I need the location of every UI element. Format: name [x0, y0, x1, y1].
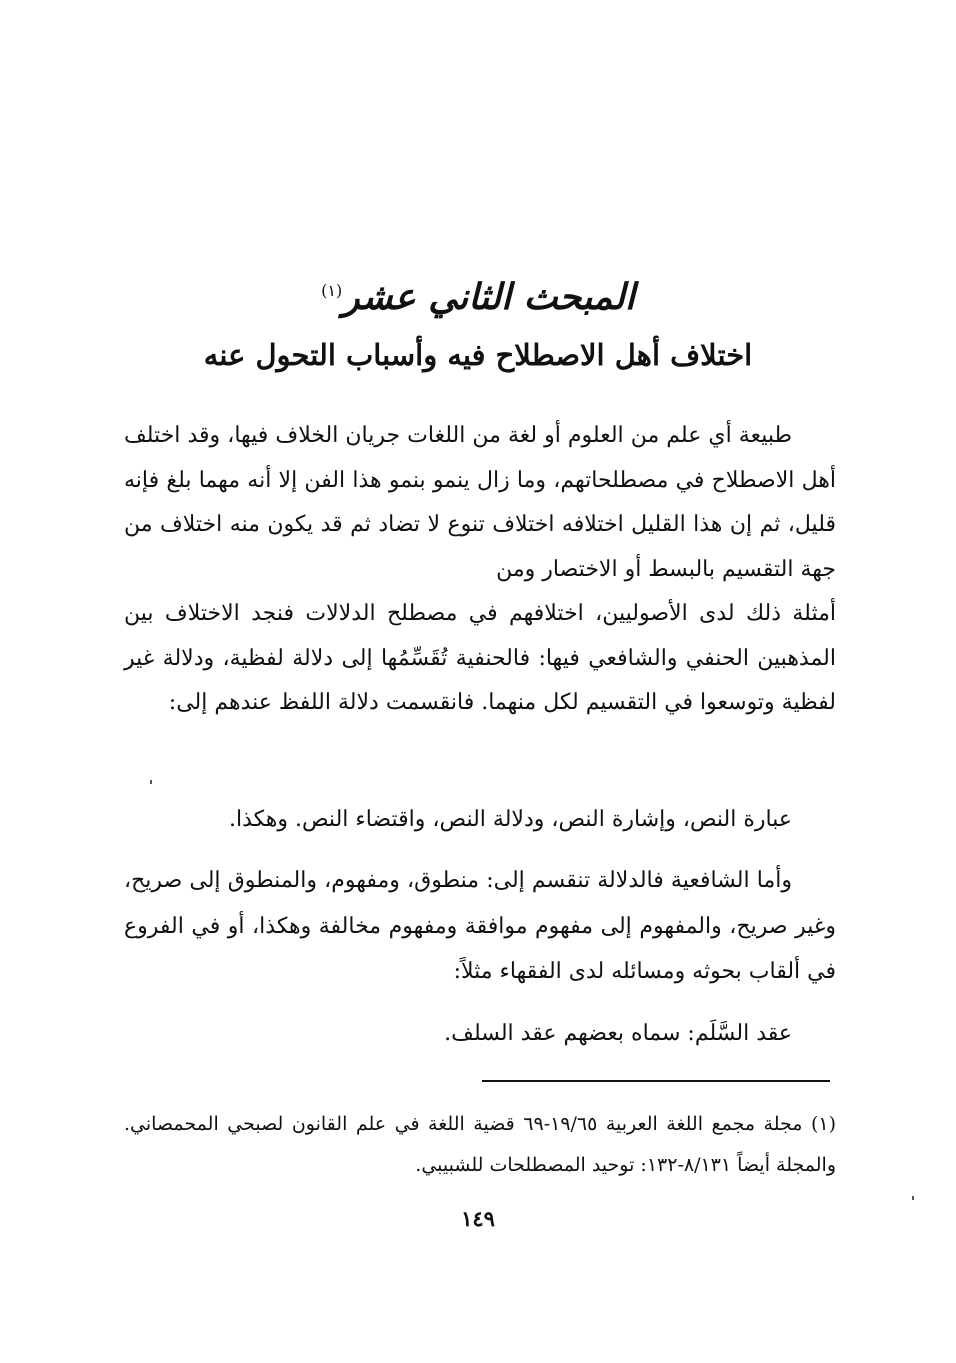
scan-speck: [150, 780, 152, 784]
section-label-text: المبحث الثاني عشر: [342, 276, 635, 318]
paragraph-3: عبارة النص، وإشارة النص، ودلالة النص، واقتضاء النص. وهكذا.: [228, 807, 792, 832]
footnote-separator: [482, 1080, 830, 1082]
paragraph-1-text: طبيعة أي علم من العلوم أو لغة من اللغات جريان الخلاف فيها، وقد اختلف أهل الاصطلاح في مصطلحاتهم، وما زال ينمو بنمو هذا الفن إلا أنه مهما بلغ فإنه قليل، ثم إن هذا القليل اختلافه اختلاف تنوع لا تضاد ثم قد يكون منه اختلاف من جهة التقسيم بالبسط أو الاختصار ومن: [124, 423, 836, 582]
paragraph-1: [124, 414, 836, 592]
page-number: ١٤٩: [461, 1206, 495, 1231]
footnote-marker: (١): [321, 281, 343, 300]
section-label: [0, 276, 956, 318]
scan-speck: [912, 1196, 914, 1200]
footnote: (١) مجلة مجمع اللغة العربية ١٩/٦٥-٦٩ قضية اللغة في علم القانون لصبحي المحمصاني. والمجلة أيضاً ٨/١٣١-١٣٢: توحيد المصطلحات للشبيبي.: [124, 1113, 837, 1176]
paragraph-5: عقد السَّلَم: سماه بعضهم عقد السلف.: [444, 1021, 792, 1046]
paragraph-4: [124, 858, 836, 995]
chapter-title: اختلاف أهل الاصطلاح فيه وأسباب التحول عنه: [203, 338, 753, 372]
paragraph-4-text: وأما الشافعية فالدلالة تنقسم إلى: منطوق، ومفهوم، والمنطوق إلى صريح، وغير صريح، والمفهوم إلى مفهوم موافقة ومفهوم مخالفة وهكذا، أو في الفروع في ألقاب بحوثه ومسائله لدى الفقهاء مثلاً:: [124, 868, 836, 984]
paragraph-2: أمثلة ذلك لدى الأصوليين، اختلافهم في مصطلح الدلالات فنجد الاختلاف بين المذهبين الحنفي والشافعي فيها: فالحنفية تُقَسِّمُها إلى دلالة لفظية، ودلالة غير لفظية وتوسعوا في التقسيم لكل منهما. فانقسمت دلالة اللفظ عندهم إلى:: [124, 601, 836, 715]
